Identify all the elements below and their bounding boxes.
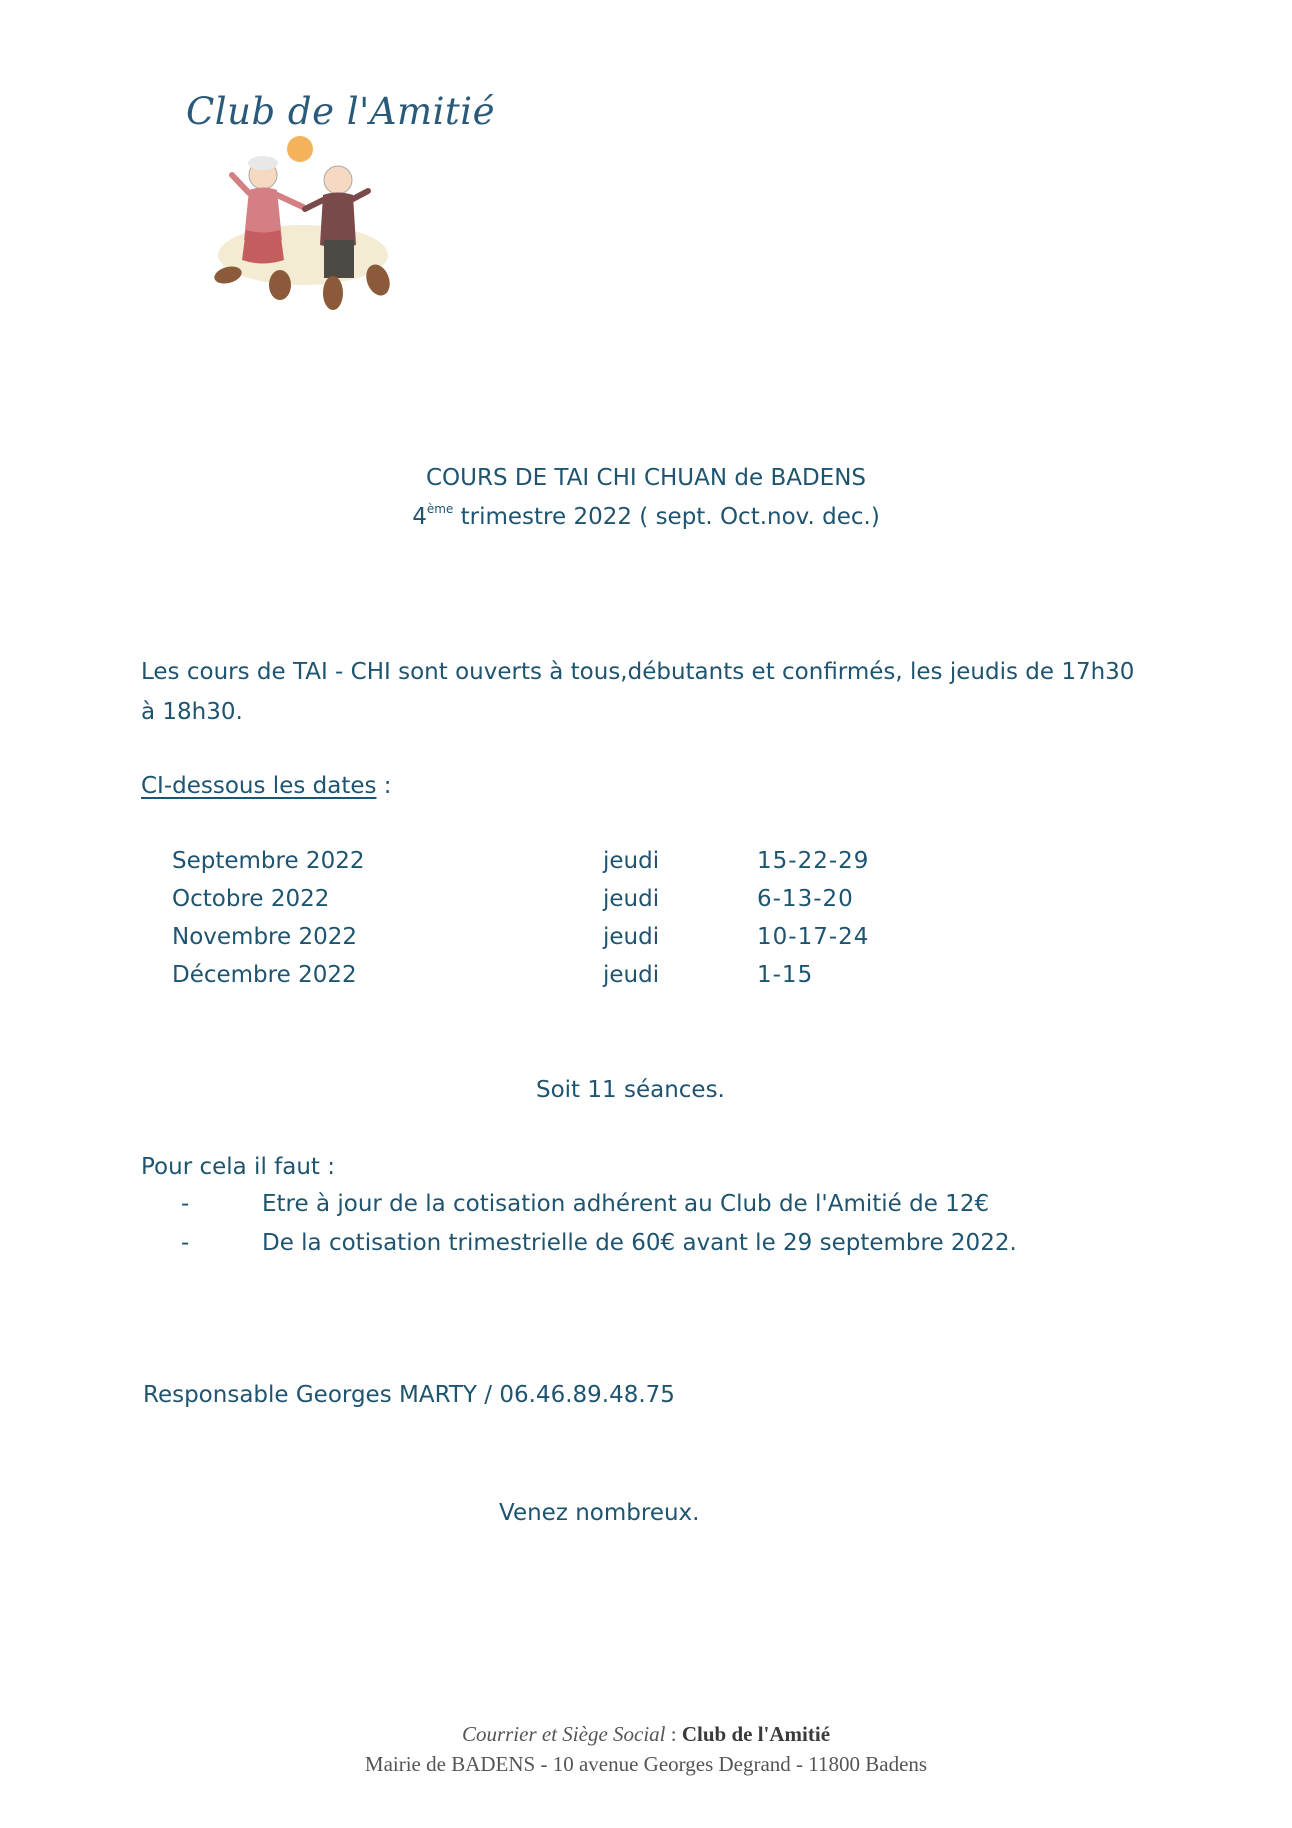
schedule-day: jeudi bbox=[603, 848, 660, 874]
page-title: COURS DE TAI CHI CHUAN de BADENS bbox=[425, 465, 867, 491]
schedule-month: Septembre 2022 bbox=[172, 848, 365, 874]
sessions-summary: Soit 11 séances. bbox=[536, 1077, 725, 1103]
schedule-row bbox=[0, 962, 1292, 1000]
schedule-day: jeudi bbox=[603, 886, 660, 912]
schedule-month: Décembre 2022 bbox=[172, 962, 357, 988]
schedule-row bbox=[0, 924, 1292, 962]
schedule-day: jeudi bbox=[603, 962, 660, 988]
footer-line1 bbox=[0, 1722, 1292, 1747]
footer-label: Courrier et Siège Social bbox=[461, 1722, 666, 1746]
dates-heading-colon: : bbox=[376, 773, 392, 799]
bullet-dash: - bbox=[181, 1191, 190, 1217]
footer-address: Mairie de BADENS - 10 avenue Georges Degrand - 11800 Badens bbox=[364, 1752, 928, 1776]
schedule-dates: 10-17-24 bbox=[757, 924, 870, 950]
subtitle-rest: trimestre 2022 ( sept. Oct.nov. dec.) bbox=[453, 504, 880, 530]
closing-line: Venez nombreux. bbox=[499, 1500, 700, 1526]
subtitle-superscript: ème bbox=[426, 502, 454, 516]
schedule-dates: 6-13-20 bbox=[757, 886, 854, 912]
requirement-text: Etre à jour de la cotisation adhérent au Club de l'Amitié de 12€ bbox=[262, 1191, 990, 1217]
requirement-text: De la cotisation trimestrielle de 60€ avant le 29 septembre 2022. bbox=[262, 1230, 1017, 1256]
dates-heading-label: CI-dessous les dates bbox=[141, 773, 377, 799]
schedule-dates: 15-22-29 bbox=[757, 848, 870, 874]
schedule-row bbox=[0, 848, 1292, 886]
dates-heading bbox=[141, 773, 392, 799]
footer-separator: : bbox=[665, 1722, 682, 1746]
schedule-month: Octobre 2022 bbox=[172, 886, 330, 912]
club-logo-text: Club de l'Amitié bbox=[186, 90, 496, 133]
schedule-month: Novembre 2022 bbox=[172, 924, 357, 950]
schedule-day: jeudi bbox=[603, 924, 660, 950]
contact-line: Responsable Georges MARTY / 06.46.89.48.75 bbox=[143, 1382, 675, 1408]
requirements-title: Pour cela il faut : bbox=[141, 1154, 335, 1180]
subtitle-number: 4 bbox=[412, 504, 427, 530]
footer-org: Club de l'Amitié bbox=[681, 1722, 831, 1746]
intro-paragraph: Les cours de TAI - CHI sont ouverts à tous,débutants et confirmés, les jeudis de 17h30 à 18h30. bbox=[141, 659, 1135, 725]
page-subtitle bbox=[0, 502, 1292, 530]
elderly-couple-icon bbox=[208, 135, 398, 324]
bullet-dash: - bbox=[181, 1230, 190, 1256]
schedule-row bbox=[0, 886, 1292, 924]
schedule-dates: 1-15 bbox=[757, 962, 814, 988]
